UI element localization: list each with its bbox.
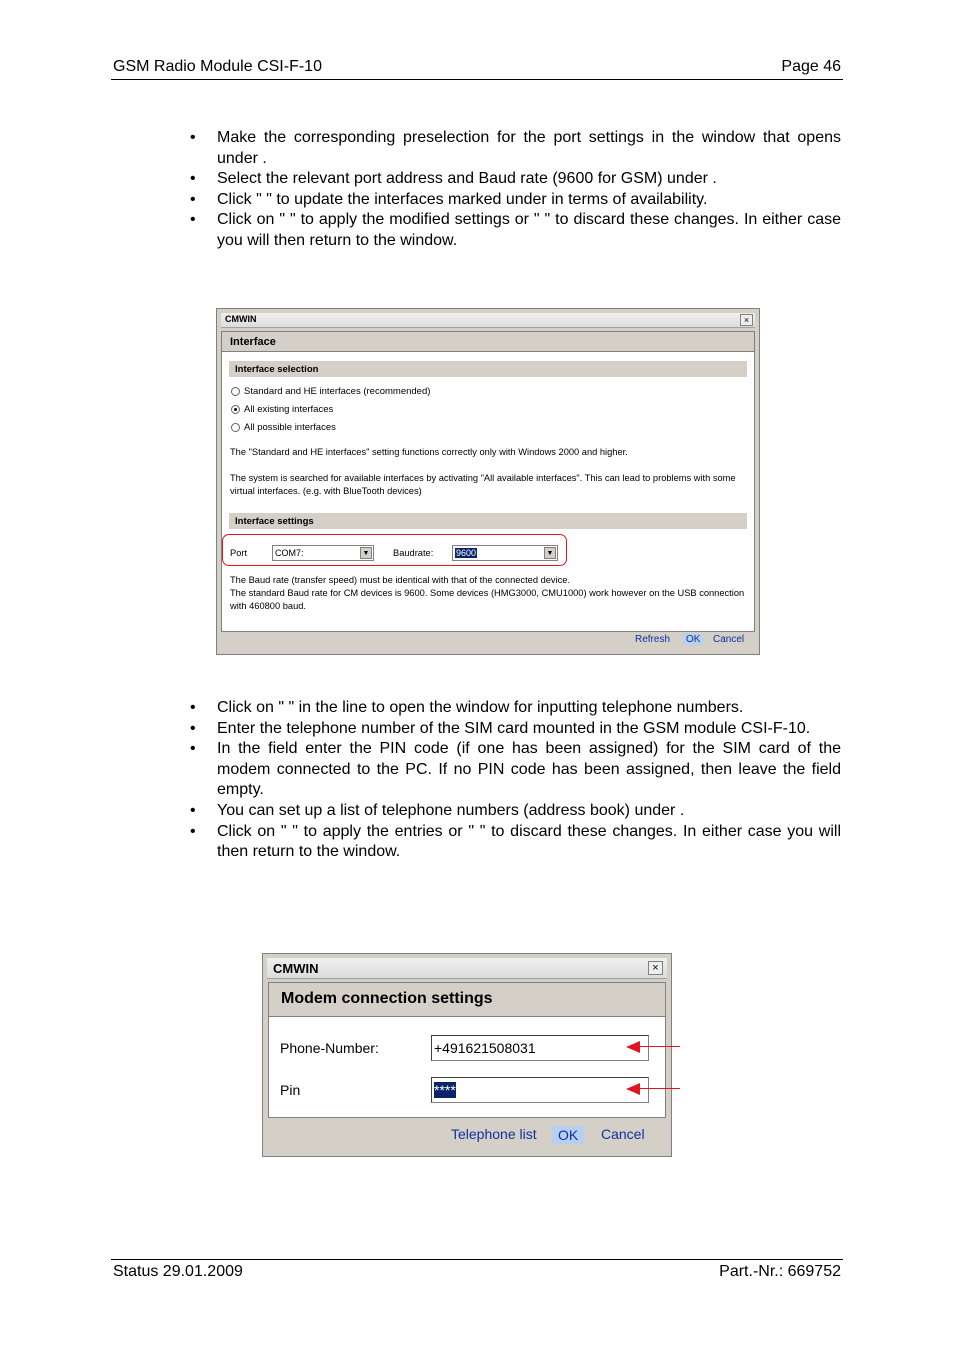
radio-label: Standard and HE interfaces (recommended) [244,386,431,397]
dialog-footer [221,630,755,650]
footer-status: Status 29.01.2009 [113,1263,243,1280]
radio-button-checked-icon [231,405,240,414]
list-item: • Click " " to update the interfaces marked under in terms of availability. [190,190,841,211]
list-item: • Make the corresponding preselection for the port settings in the window that opens under . [190,128,841,169]
phone-number-value: +491621508031 [434,1040,536,1056]
close-icon[interactable]: × [740,314,753,326]
pin-value: **** [434,1082,456,1098]
radio-all-possible[interactable] [231,422,336,433]
telephone-list-button[interactable]: Telephone list [451,1126,537,1142]
page-header-title: GSM Radio Module CSI-F-10 [113,58,322,75]
dialog-heading: Interface [222,332,754,352]
list-item: • Click on " " to apply the entries or " " to discard these changes. In either case you will then return to the window. [190,822,841,863]
phone-number-label: Phone-Number: [280,1040,379,1056]
page-number: Page 46 [781,58,841,75]
header-rule [111,79,843,80]
ok-button[interactable]: OK [683,634,703,645]
dialog-title: CMWIN [273,961,319,976]
ok-button[interactable]: OK [552,1126,584,1144]
list-item: • Click on " " to apply the modified settings or " " to discard these changes. In either case you will then return to the window. [190,210,841,251]
pin-label: Pin [280,1082,301,1098]
note-windows-version: The "Standard and HE interfaces" setting functions correctly only with Windows 2000 and higher. [230,447,628,457]
chevron-down-icon[interactable]: ▼ [544,547,556,559]
phone-number-field[interactable] [431,1035,649,1061]
dialog-footer [268,1118,666,1152]
radio-label: All existing interfaces [244,404,334,415]
section-interface-settings: Interface settings [229,513,747,529]
cancel-button[interactable]: Cancel [601,1126,645,1142]
list-item: • In the field enter the PIN code (if one has been assigned) for the SIM card of the modem connected to the PC. If no PIN code has been assigned, then leave the field empty. [190,739,841,801]
note-interface-search: The system is searched for available interfaces by activating "All available interfaces". This can lead to problems with some virtual interfaces. (e.g. with BlueTooth devices) [230,473,736,496]
note-baud-standard: The standard Baud rate for CM devices is 9600. Some devices (HMG3000, CMU1000) work however on the USB connection with 460800 baud. [230,588,745,611]
list-item: • Select the relevant port address and Baud rate (9600 for GSM) under . [190,169,841,190]
radio-button-icon [231,387,240,396]
interface-pane [221,331,755,632]
list-item: • Click on " " in the line to open the window for inputting telephone numbers. [190,698,841,719]
baudrate-value: 9600 [456,548,477,558]
modem-settings-pane [268,982,666,1118]
dialog-titlebar [267,958,667,979]
list-item: • You can set up a list of telephone numbers (address book) under . [190,801,841,822]
note-baud-identical: The Baud rate (transfer speed) must be identical with that of the connected device. [230,575,571,585]
port-label: Port [230,548,248,558]
refresh-button[interactable]: Refresh [635,634,671,645]
dialog-title: CMWIN [225,314,257,324]
section-interface-selection: Interface selection [229,361,747,377]
dialog-titlebar [221,313,755,328]
close-icon[interactable]: × [648,961,663,975]
dialog-heading: Modem connection settings [269,983,665,1017]
baudrate-label: Baudrate: [393,548,434,558]
chevron-down-icon[interactable]: ▼ [360,547,372,559]
interface-dialog [216,308,760,655]
footer-part-number: Part.-Nr.: 669752 [719,1263,841,1280]
bullet-list-1 [190,128,841,252]
port-value: COM7: [275,548,304,558]
footer-rule [111,1259,843,1260]
highlight-interface-settings [222,534,567,566]
list-item: • Enter the telephone number of the SIM card mounted in the GSM module CSI-F-10. [190,719,841,740]
modem-connection-dialog [262,953,672,1157]
pin-field[interactable] [431,1077,649,1103]
radio-all-existing[interactable] [231,404,333,415]
arrowhead-icon [626,1041,640,1053]
radio-button-icon [231,423,240,432]
radio-standard-he[interactable] [231,386,430,397]
radio-label: All possible interfaces [244,422,336,433]
bullet-list-2 [190,698,841,863]
cancel-button[interactable]: Cancel [713,634,745,645]
arrowhead-icon [626,1083,640,1095]
